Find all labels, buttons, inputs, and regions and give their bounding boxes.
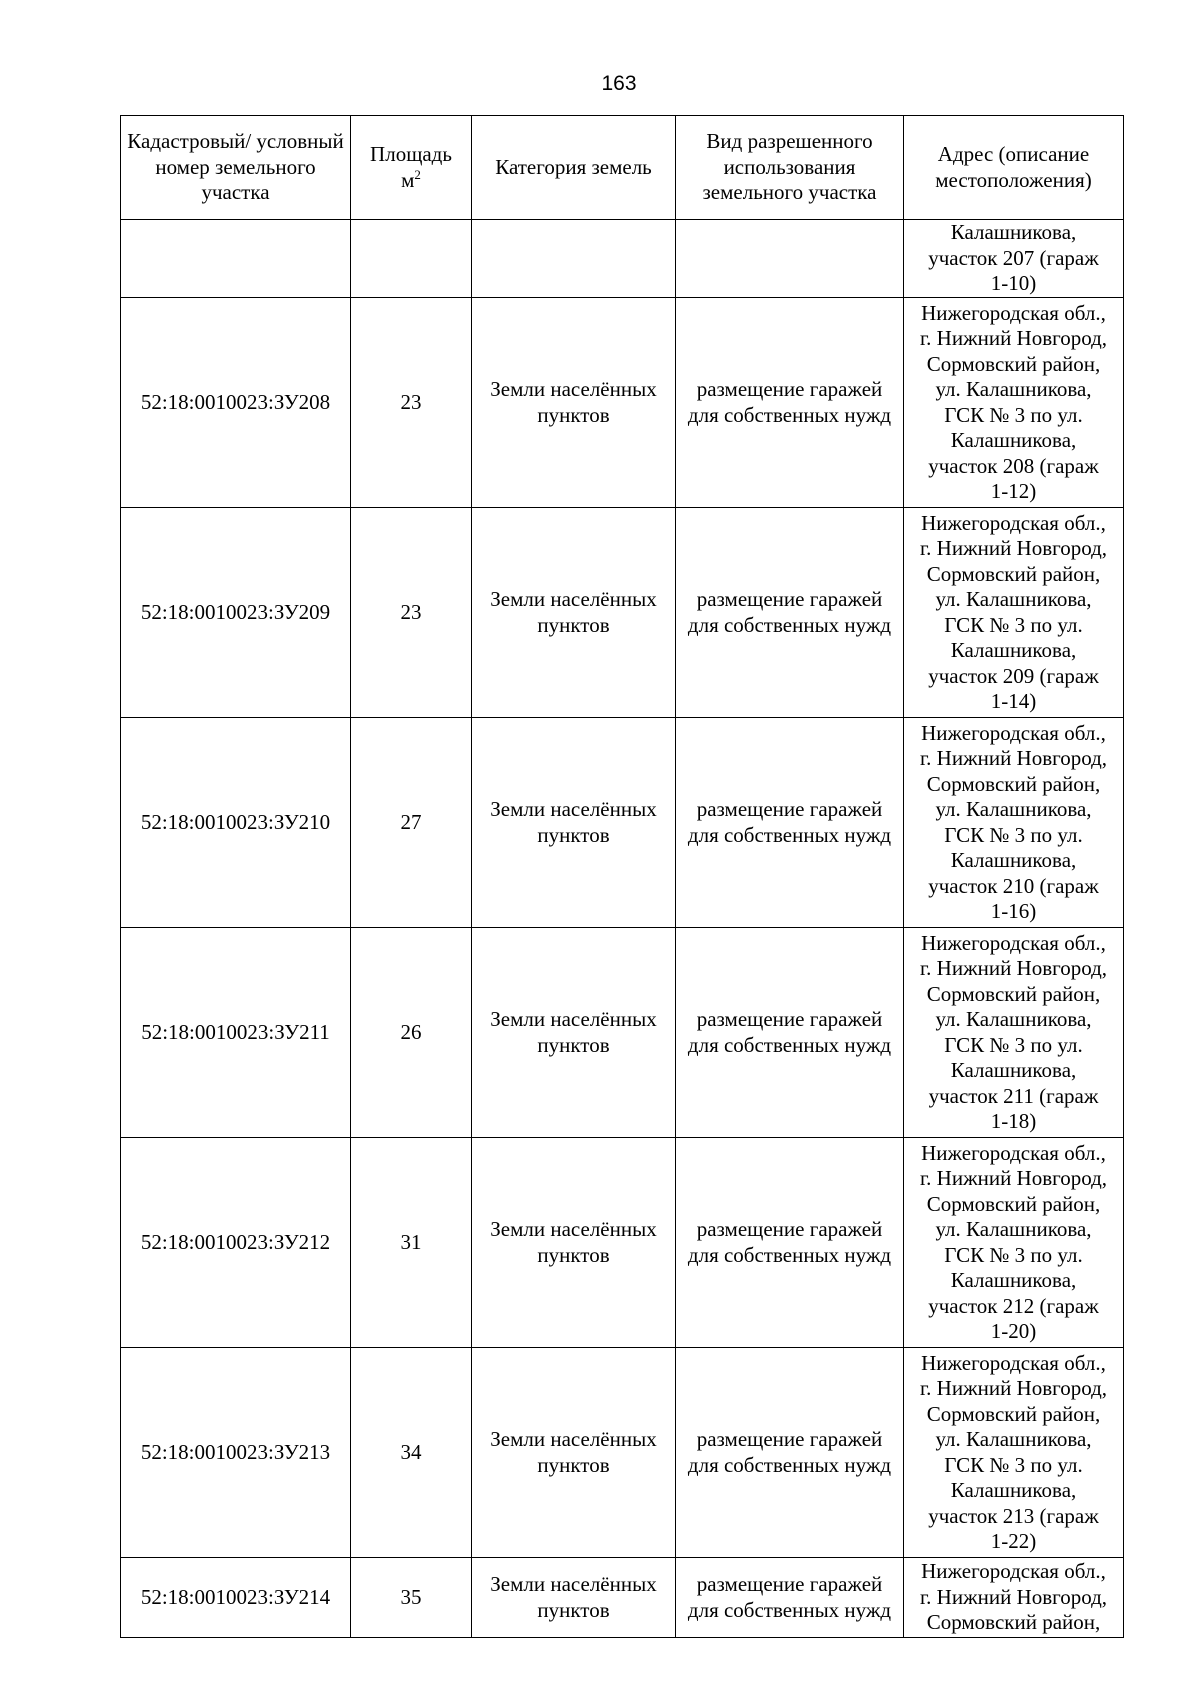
address-line: ГСК № 3 по ул.: [944, 612, 1083, 637]
address-line: Калашникова,: [950, 1058, 1077, 1082]
address-line: участок 212 (гараж: [928, 1293, 1099, 1318]
cell-address: [904, 220, 1124, 298]
cell-cadastral-number: 52:18:0010023:ЗУ208: [121, 298, 351, 508]
address-line: участок 213 (гараж: [928, 1503, 1099, 1528]
cell-area: 23: [351, 298, 472, 508]
address-line: ул. Калашникова,: [935, 1427, 1092, 1451]
cell-permitted-use: размещение гаражей для собственных нужд: [676, 508, 904, 718]
address-line: Калашникова,: [950, 638, 1077, 662]
cell-address: [904, 928, 1124, 1138]
cell-land-category: Земли населённых пунктов: [472, 298, 676, 508]
cell-area: 31: [351, 1138, 472, 1348]
table-row: [121, 718, 1124, 928]
header-cadastral-number: Кадастровый/ условный номер земельного участка: [121, 116, 351, 220]
address-line: Нижегородская обл.,: [921, 300, 1106, 325]
header-address: Адрес (описание местоположения): [904, 116, 1124, 220]
address-line: ул. Калашникова,: [935, 587, 1092, 611]
cell-land-category: Земли населённых пунктов: [472, 1348, 676, 1558]
address-line: 1-18): [990, 1109, 1037, 1133]
cell-area: 26: [351, 928, 472, 1138]
cell-permitted-use: размещение гаражей для собственных нужд: [676, 1558, 904, 1638]
cell-address: [904, 298, 1124, 508]
cell-land-category: Земли населённых пунктов: [472, 718, 676, 928]
address-line: ГСК № 3 по ул.: [944, 402, 1083, 427]
address-line: Нижегородская обл.,: [921, 1350, 1106, 1375]
address-line: ул. Калашникова,: [935, 797, 1092, 821]
cell-land-category: Земли населённых пунктов: [472, 508, 676, 718]
cell-address: [904, 1138, 1124, 1348]
cell-area: 34: [351, 1348, 472, 1558]
cell-cadastral-number: 52:18:0010023:ЗУ212: [121, 1138, 351, 1348]
address-line: г. Нижний Новгород,: [919, 1584, 1108, 1609]
table-row: [121, 508, 1124, 718]
address-line: Нижегородская обл.,: [921, 1559, 1106, 1584]
address-line: Сормовский район,: [926, 1191, 1101, 1216]
address-line: Нижегородская обл.,: [921, 510, 1106, 535]
table-row: [121, 928, 1124, 1138]
header-area-label: Площадь: [370, 142, 452, 166]
address-line: Калашникова,: [950, 1268, 1077, 1292]
address-line: Калашникова,: [950, 220, 1077, 245]
cell-cadastral-number: [121, 220, 351, 298]
address-line: г. Нижний Новгород,: [919, 746, 1108, 770]
address-line: участок 208 (гараж: [928, 453, 1099, 478]
address-line: 1-20): [990, 1319, 1037, 1343]
cell-area: 27: [351, 718, 472, 928]
header-permitted-use: Вид разрешенного использования земельного участка: [676, 116, 904, 220]
address-line: г. Нижний Новгород,: [919, 1166, 1108, 1190]
address-line: Нижегородская обл.,: [921, 1140, 1106, 1165]
cell-cadastral-number: 52:18:0010023:ЗУ210: [121, 718, 351, 928]
address-line: Сормовский район,: [926, 771, 1101, 796]
address-line: участок 210 (гараж: [928, 873, 1099, 898]
address-line: ул. Калашникова,: [935, 377, 1092, 401]
cell-permitted-use: размещение гаражей для собственных нужд: [676, 718, 904, 928]
address-line: участок 211 (гараж: [928, 1083, 1099, 1108]
header-area: [351, 116, 472, 220]
address-line: Нижегородская обл.,: [921, 930, 1106, 955]
address-line: 1-14): [990, 689, 1037, 713]
address-line: г. Нижний Новгород,: [919, 956, 1108, 980]
cell-land-category: Земли населённых пунктов: [472, 1138, 676, 1348]
cell-address: [904, 508, 1124, 718]
land-plots-table: [120, 115, 1124, 1638]
address-line: участок 209 (гараж: [928, 663, 1099, 688]
address-line: ул. Калашникова,: [935, 1217, 1092, 1241]
cell-land-category: Земли населённых пунктов: [472, 1558, 676, 1638]
cell-area: [351, 220, 472, 298]
header-area-unit: м: [401, 167, 415, 192]
cell-permitted-use: размещение гаражей для собственных нужд: [676, 298, 904, 508]
cell-address: [904, 1558, 1124, 1638]
table-row: [121, 1558, 1124, 1638]
address-line: ГСК № 3 по ул.: [944, 1452, 1083, 1477]
cell-permitted-use: размещение гаражей для собственных нужд: [676, 1348, 904, 1558]
cell-cadastral-number: 52:18:0010023:ЗУ213: [121, 1348, 351, 1558]
page-number: 163: [601, 72, 637, 95]
header-area-unit-power: 2: [414, 166, 421, 182]
table-header-row: [121, 116, 1124, 220]
address-line: Сормовский район,: [926, 1401, 1101, 1426]
table-row: [121, 298, 1124, 508]
cell-area: 23: [351, 508, 472, 718]
address-line: ГСК № 3 по ул.: [944, 1032, 1083, 1057]
table-row: [121, 1138, 1124, 1348]
address-line: Сормовский район,: [926, 351, 1101, 376]
table-row: [121, 1348, 1124, 1558]
cell-permitted-use: размещение гаражей для собственных нужд: [676, 1138, 904, 1348]
address-line: г. Нижний Новгород,: [919, 1376, 1108, 1400]
address-line: Сормовский район,: [926, 981, 1101, 1006]
cell-cadastral-number: 52:18:0010023:ЗУ209: [121, 508, 351, 718]
cell-cadastral-number: 52:18:0010023:ЗУ214: [121, 1558, 351, 1638]
cell-address: [904, 718, 1124, 928]
address-line: г. Нижний Новгород,: [919, 326, 1108, 350]
address-line: Калашникова,: [950, 1478, 1077, 1502]
table-row-continuation: [121, 220, 1124, 298]
address-line: 1-16): [990, 899, 1037, 923]
address-line: 1-22): [990, 1529, 1037, 1553]
cell-address: [904, 1348, 1124, 1558]
address-line: Сормовский район,: [926, 1610, 1101, 1635]
address-line: ГСК № 3 по ул.: [944, 822, 1083, 847]
address-line: 1-10): [990, 271, 1037, 296]
address-line: Калашникова,: [950, 428, 1077, 452]
address-line: Сормовский район,: [926, 561, 1101, 586]
address-line: г. Нижний Новгород,: [919, 536, 1108, 560]
cell-area: 35: [351, 1558, 472, 1638]
address-line: Калашникова,: [950, 848, 1077, 872]
header-land-category: Категория земель: [472, 116, 676, 220]
address-line: ГСК № 3 по ул.: [944, 1242, 1083, 1267]
cell-cadastral-number: 52:18:0010023:ЗУ211: [121, 928, 351, 1138]
cell-land-category: [472, 220, 676, 298]
cell-permitted-use: [676, 220, 904, 298]
cell-permitted-use: размещение гаражей для собственных нужд: [676, 928, 904, 1138]
address-line: 1-12): [990, 479, 1037, 503]
address-line: участок 207 (гараж: [928, 245, 1099, 270]
cell-land-category: Земли населённых пунктов: [472, 928, 676, 1138]
address-line: Нижегородская обл.,: [921, 720, 1106, 745]
address-line: ул. Калашникова,: [935, 1007, 1092, 1031]
